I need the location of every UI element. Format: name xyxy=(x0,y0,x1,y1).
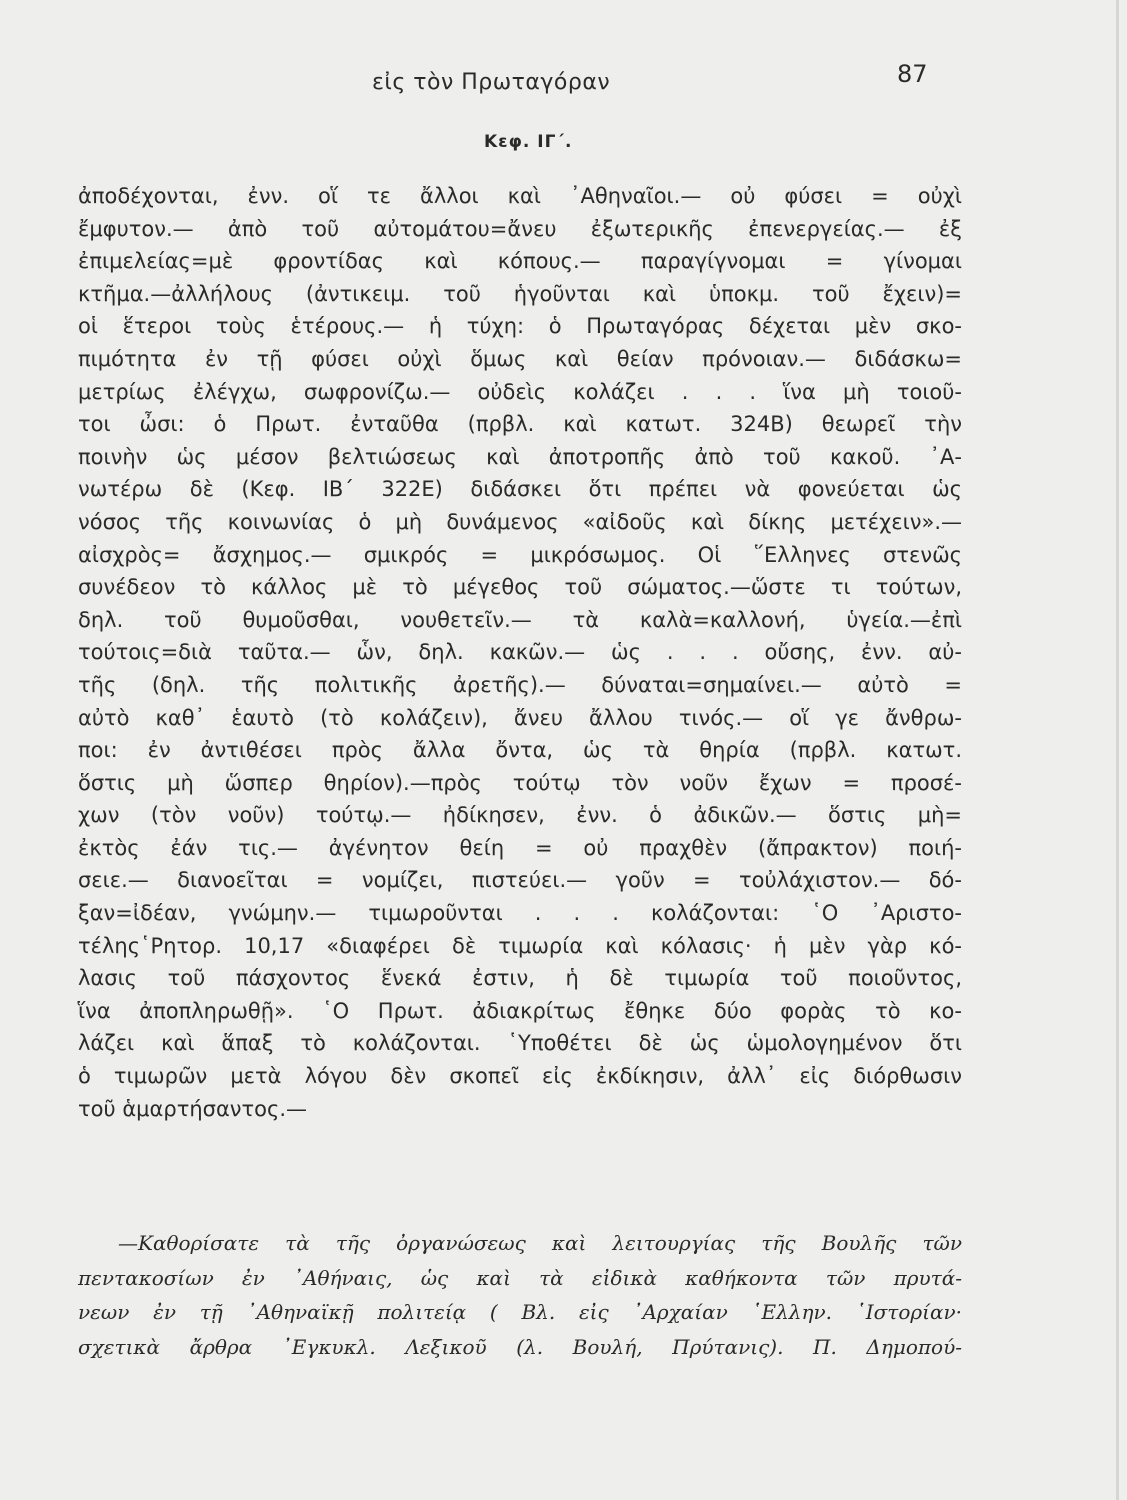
commentary-line: τῆς (δηλ. τῆς πολιτικῆς ἀρετῆς).— δύναται=σημαίνει.— αὐτὸ = xyxy=(78,672,962,697)
commentary-line: λασις τοῦ πάσχοντος ἕνεκά ἐστιν, ἡ δὲ τιμωρία τοῦ ποιοῦντος, xyxy=(78,966,962,991)
commentary-line: αἰσχρὸς= ἄσχημος.— σμικρός = μικρόσωμος. Οἱ ῞Ελληνες στενῶς xyxy=(78,542,962,567)
commentary-line: ποινὴν ὡς μέσον βελτιώσεως καὶ ἀποτροπῆς ἀπὸ τοῦ κακοῦ. ᾿Α- xyxy=(78,444,962,469)
commentary-line: ὅστις μὴ ὥσπερ θηρίον).—πρὸς τούτῳ τὸν νοῦν ἔχων = προσέ- xyxy=(78,770,962,795)
commentary-line: νωτέρω δὲ (Κεφ. ΙΒ΄ 322Ε) διδάσκει ὅτι πρέπει νὰ φονεύεται ὡς xyxy=(78,477,962,502)
commentary-line: ὁ τιμωρῶν μετὰ λόγου δὲν σκοπεῖ εἰς ἐκδίκησιν, ἀλλ᾿ εἰς διόρθωσιν xyxy=(78,1064,962,1089)
commentary-line: ἐκτὸς ἐάν τις.— ἀγένητον θείη = οὐ πραχθὲν (ἄπρακτον) ποιή- xyxy=(78,835,962,860)
commentary-line: νόσος τῆς κοινωνίας ὁ μὴ δυνάμενος «αἰδοῦς καὶ δίκης μετέχειν».— xyxy=(78,509,962,534)
commentary-line: οἱ ἕτεροι τοὺς ἑτέρους.— ἡ τύχη: ὁ Πρωταγόρας δέχεται μὲν σκο- xyxy=(78,314,962,339)
commentary-line: τοι ὦσι: ὁ Πρωτ. ἐνταῦθα (πρβλ. καὶ κατωτ. 324Β) θεωρεῖ τὴν xyxy=(78,412,962,437)
commentary-line: δηλ. τοῦ θυμοῦσθαι, νουθετεῖν.— τὰ καλὰ=καλλονή, ὑγεία.—ἐπὶ xyxy=(78,607,962,632)
commentary-line: ξαν=ἰδέαν, γνώμην.— τιμωροῦνται . . . κολάζονται: ῾Ο ᾿Αριστο- xyxy=(78,901,962,926)
commentary-line: ἐπιμελείας=μὲ φροντίδας καὶ κόπους.— παραγίγνομαι = γίνομαι xyxy=(78,249,962,274)
exercise-line: σχετικὰ ἄρθρα ᾿Εγκυκλ. Λεξικοῦ (λ. Βουλή, Πρύτανις). Π. Δημοπού- xyxy=(78,1334,962,1359)
page-edge-shadow xyxy=(1116,0,1119,1500)
page-number: 87 xyxy=(897,60,928,88)
commentary-line: τέλης῾Ρητορ. 10,17 «διαφέρει δὲ τιμωρία καὶ κόλασις· ἡ μὲν γὰρ κό- xyxy=(78,933,962,958)
exercise-question xyxy=(78,1226,962,1364)
exercise-line: νεων ἐν τῇ ᾿Αθηναϊκῇ πολιτείᾳ ( Βλ. εἰς ᾿Αρχαίαν ῾Ελλην. ῾Ιστορίαν· xyxy=(78,1300,962,1324)
commentary-line: μετρίως ἐλέγχω, σωφρονίζω.— οὐδεὶς κολάζει . . . ἵνα μὴ τοιοῦ- xyxy=(78,379,962,404)
commentary-line: τούτοις=διὰ ταῦτα.— ὧν, δηλ. κακῶν.— ὡς . . . οὔσης, ἐνν. αὐ- xyxy=(78,640,962,665)
commentary-line: τοῦ ἁμαρτήσαντος.— xyxy=(78,1096,308,1121)
commentary-line: σειε.— διανοεῖται = νομίζει, πιστεύει.— γοῦν = τοὐλάχιστον.— δό- xyxy=(78,868,962,893)
commentary-line: ποι: ἐν ἀντιθέσει πρὸς ἄλλα ὄντα, ὡς τὰ θηρία (πρβλ. κατωτ. xyxy=(78,738,962,763)
running-header: εἰς τὸν Πρωταγόραν xyxy=(372,70,611,95)
exercise-line: πεντακοσίων ἐν ᾿Αθήναις, ὡς καὶ τὰ εἰδικὰ καθήκοντα τῶν πρυτά- xyxy=(78,1265,962,1290)
exercise-line: —Καθορίσατε τὰ τῆς ὀργανώσεως καὶ λειτουργίας τῆς Βουλῆς τῶν xyxy=(118,1231,962,1255)
commentary-line: αὐτὸ καθ᾿ ἑαυτὸ (τὸ κολάζειν), ἄνευ ἄλλου τινός.— οἵ γε ἄνθρω- xyxy=(78,705,962,730)
chapter-heading: Κεφ. ΙΓ΄. xyxy=(484,132,573,152)
commentary-line: κτῆμα.—ἀλλήλους (ἀντικειμ. τοῦ ἡγοῦνται καὶ ὑποκμ. τοῦ ἔχειν)= xyxy=(78,281,962,306)
commentary-line: πιμότητα ἐν τῇ φύσει οὐχὶ ὅμως καὶ θείαν πρόνοιαν.— διδάσκω= xyxy=(78,346,962,371)
commentary-body xyxy=(78,180,962,1125)
commentary-line: λάζει καὶ ἅπαξ τὸ κολάζονται. ῾Υποθέτει δὲ ὡς ὡμολογημένον ὅτι xyxy=(78,1031,962,1056)
commentary-line: ἀποδέχονται, ἐνν. οἵ τε ἄλλοι καὶ ᾿Αθηναῖοι.— οὐ φύσει = οὐχὶ xyxy=(78,184,962,208)
commentary-line: ἵνα ἀποπληρωθῇ». ῾Ο Πρωτ. ἀδιακρίτως ἔθηκε δύο φορὰς τὸ κο- xyxy=(78,998,962,1023)
commentary-line: χων (τὸν νοῦν) τούτῳ.— ἠδίκησεν, ἐνν. ὁ ἀδικῶν.— ὅστις μὴ= xyxy=(78,803,962,828)
commentary-line: ἔμφυτον.— ἀπὸ τοῦ αὐτομάτου=ἄνευ ἐξωτερικῆς ἐπενεργείας.— ἐξ xyxy=(78,216,962,241)
commentary-line: συνέδεον τὸ κάλλος μὲ τὸ μέγεθος τοῦ σώματος.—ὥστε τι τούτων, xyxy=(78,575,962,600)
